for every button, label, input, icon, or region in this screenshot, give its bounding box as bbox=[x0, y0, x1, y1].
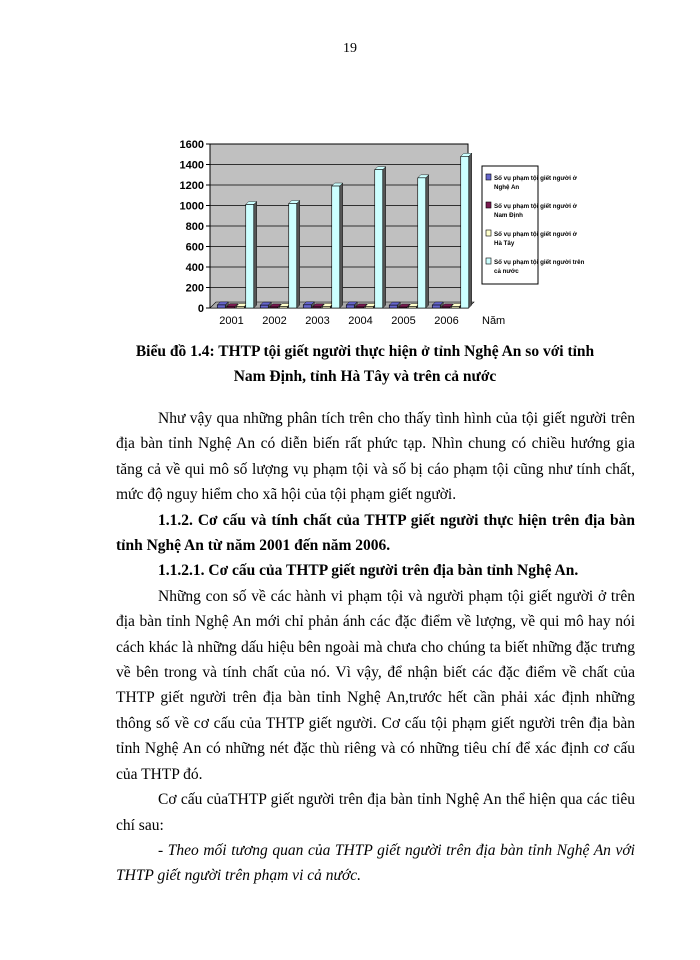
bar bbox=[313, 307, 321, 308]
x-tick-label: 2005 bbox=[391, 315, 416, 327]
y-tick-label: 1600 bbox=[179, 139, 204, 151]
paragraph-4: - Theo mối tương quan của THTP giết người trên địa bàn tỉnh Nghệ An với THTP giết người trên phạm vi cả nước. bbox=[116, 841, 635, 885]
paragraph-2: Những con số về các hành vi phạm tội và người phạm tội giết người ở trên địa bàn tỉnh Nghệ An mới chỉ phản ánh các đặc điểm về lượng, về qui mô hay nói cách khác là những dấu hiệu bên ngoài mà chưa cho chúng ta biết những đặc trưng về bên trong và tính chất của nó. Vì vậy, để nhận biết các đặc điểm về chất của THTP giết người trên địa bàn tỉnh Nghệ An,trước hết cần phải xác định những thông số về cơ cấu của THTP giết người. Cơ cấu tội phạm giết người trên địa bàn tỉnh Nghệ An có những nét đặc thù riêng và có những tiêu chí để xác định cơ cấu của THTP đó. bbox=[116, 587, 635, 783]
y-tick-label: 0 bbox=[197, 303, 204, 315]
section-heading-1-1-2: 1.1.2. Cơ cấu và tính chất của THTP giết người thực hiện trên địa bàn tỉnh Nghệ An từ năm 2001 đến năm 2006. bbox=[116, 511, 635, 555]
legend-label: Nam Định bbox=[494, 212, 523, 219]
legend-label: Hà Tây bbox=[494, 240, 515, 247]
bar-side bbox=[340, 183, 343, 308]
bar bbox=[365, 306, 373, 308]
bar bbox=[356, 307, 364, 308]
bar bbox=[451, 306, 459, 308]
section-heading-1-1-2-1: 1.1.2.1. Cơ cấu của THTP giết người trên địa bàn tỉnh Nghệ An. bbox=[158, 562, 579, 580]
bar bbox=[246, 204, 254, 308]
caption-line-2: Nam Định, tỉnh Hà Tây và trên cả nước bbox=[233, 368, 497, 385]
bar bbox=[375, 170, 383, 308]
legend-swatch bbox=[486, 230, 491, 236]
legend-label: Nghệ An bbox=[494, 184, 520, 191]
legend-swatch bbox=[486, 174, 491, 180]
bar bbox=[332, 186, 340, 308]
bar bbox=[236, 306, 244, 308]
bar-side bbox=[297, 200, 300, 308]
body-text bbox=[116, 406, 635, 889]
bar-side bbox=[383, 167, 386, 308]
bar bbox=[408, 307, 416, 308]
y-tick-label: 200 bbox=[185, 282, 204, 295]
legend-swatch bbox=[486, 258, 491, 264]
x-tick-label: 2001 bbox=[219, 315, 244, 327]
legend-label: Số vụ phạm tội giết người trên bbox=[494, 259, 585, 266]
legend-swatch bbox=[486, 202, 491, 208]
x-axis-label: Năm bbox=[482, 315, 506, 327]
bar-side bbox=[426, 175, 429, 308]
bar-chart bbox=[168, 134, 585, 334]
bar bbox=[289, 203, 297, 308]
bar bbox=[217, 305, 225, 308]
bar-side bbox=[469, 153, 472, 308]
figure-caption bbox=[110, 339, 620, 389]
x-tick-label: 2002 bbox=[262, 315, 287, 327]
bar-side bbox=[254, 201, 257, 308]
legend-label: Số vụ phạm tội giết người ở bbox=[494, 203, 578, 210]
y-tick-label: 400 bbox=[185, 262, 204, 274]
y-tick-label: 800 bbox=[185, 221, 204, 233]
x-tick-label: 2003 bbox=[305, 315, 330, 327]
y-tick-label: 600 bbox=[185, 241, 204, 254]
bar bbox=[260, 305, 268, 308]
x-tick-label: 2006 bbox=[434, 315, 459, 327]
y-tick-label: 1400 bbox=[179, 159, 204, 172]
y-tick-label: 1000 bbox=[179, 200, 204, 213]
bar bbox=[418, 178, 426, 308]
caption-line-1: Biểu đồ 1.4: THTP tội giết người thực hiện ở tỉnh Nghệ An so với tỉnh bbox=[135, 343, 595, 360]
legend-label: cả nước bbox=[494, 268, 519, 275]
bar bbox=[227, 307, 235, 308]
page-number: 19 bbox=[343, 41, 357, 56]
y-tick-label: 1200 bbox=[179, 180, 204, 192]
legend-label: Số vụ phạm tội giết người ở bbox=[494, 175, 578, 182]
x-tick-label: 2004 bbox=[348, 315, 373, 327]
bar bbox=[442, 307, 450, 308]
bar bbox=[432, 305, 440, 308]
bar bbox=[303, 305, 311, 308]
bar bbox=[389, 305, 397, 308]
bar bbox=[346, 305, 354, 308]
bar bbox=[270, 307, 278, 308]
chart-legend bbox=[482, 166, 585, 284]
bar bbox=[279, 307, 287, 308]
bar bbox=[399, 307, 407, 308]
bar bbox=[322, 306, 330, 308]
paragraph-1: Như vậy qua những phân tích trên cho thấy tình hình của tội giết người trên địa bàn tỉnh Nghệ An có diễn biến rất phức tạp. Nhìn chung có chiều hướng gia tăng cả về qui mô số lượng vụ phạm tội và số bị cáo phạm tội cũng như tính chất, mức độ nguy hiểm cho xã hội của tội phạm giết người. bbox=[116, 410, 635, 504]
bar bbox=[461, 156, 469, 308]
paragraph-3: Cơ cấu củaTHTP giết người trên địa bàn tỉnh Nghệ An thể hiện qua các tiêu chí sau: bbox=[116, 791, 635, 834]
legend-label: Số vụ phạm tội giết người ở bbox=[494, 231, 578, 238]
